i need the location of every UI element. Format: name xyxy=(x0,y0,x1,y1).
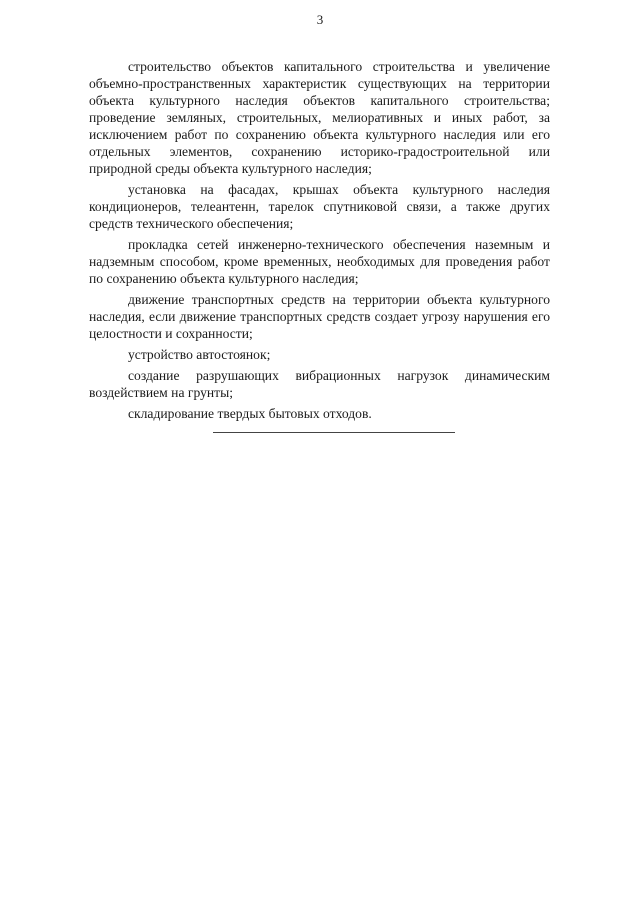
document-body xyxy=(89,58,550,426)
paragraph-construction: строительство объектов капитального строительства и увеличение объемно-пространственных характеристик существующих на территории объекта культурного наследия объектов капитального строительства; проведение земляных, строительных, мелиоративных и иных работ, за исключением работ по сохранению объекта культурного наследия или его отдельных элементов, сохранению историко-градостроительной или природной среды объекта культурного наследия; xyxy=(89,59,550,176)
paragraph-utility-laying: прокладка сетей инженерно-технического обеспечения наземным и надземным способом, кроме временных, необходимых для проведения работ по сохранению объекта культурного наследия; xyxy=(89,237,550,286)
end-of-text-divider xyxy=(213,432,455,433)
paragraph-facade-installation: установка на фасадах, крышах объекта культурного наследия кондиционеров, телеантенн, тарелок спутниковой связи, а также других средств технического обеспечения; xyxy=(89,182,550,231)
paragraph-vehicle-traffic: движение транспортных средств на территории объекта культурного наследия, если движение транспортных средств создает угрозу нарушения его целостности и сохранности; xyxy=(89,292,550,341)
page-number: 3 xyxy=(316,12,324,27)
paragraph-parking: устройство автостоянок; xyxy=(128,347,271,362)
paragraph-vibration-loads: создание разрушающих вибрационных нагрузок динамическим воздействием на грунты; xyxy=(89,368,550,400)
paragraph-waste-storage: складирование твердых бытовых отходов. xyxy=(128,406,372,421)
